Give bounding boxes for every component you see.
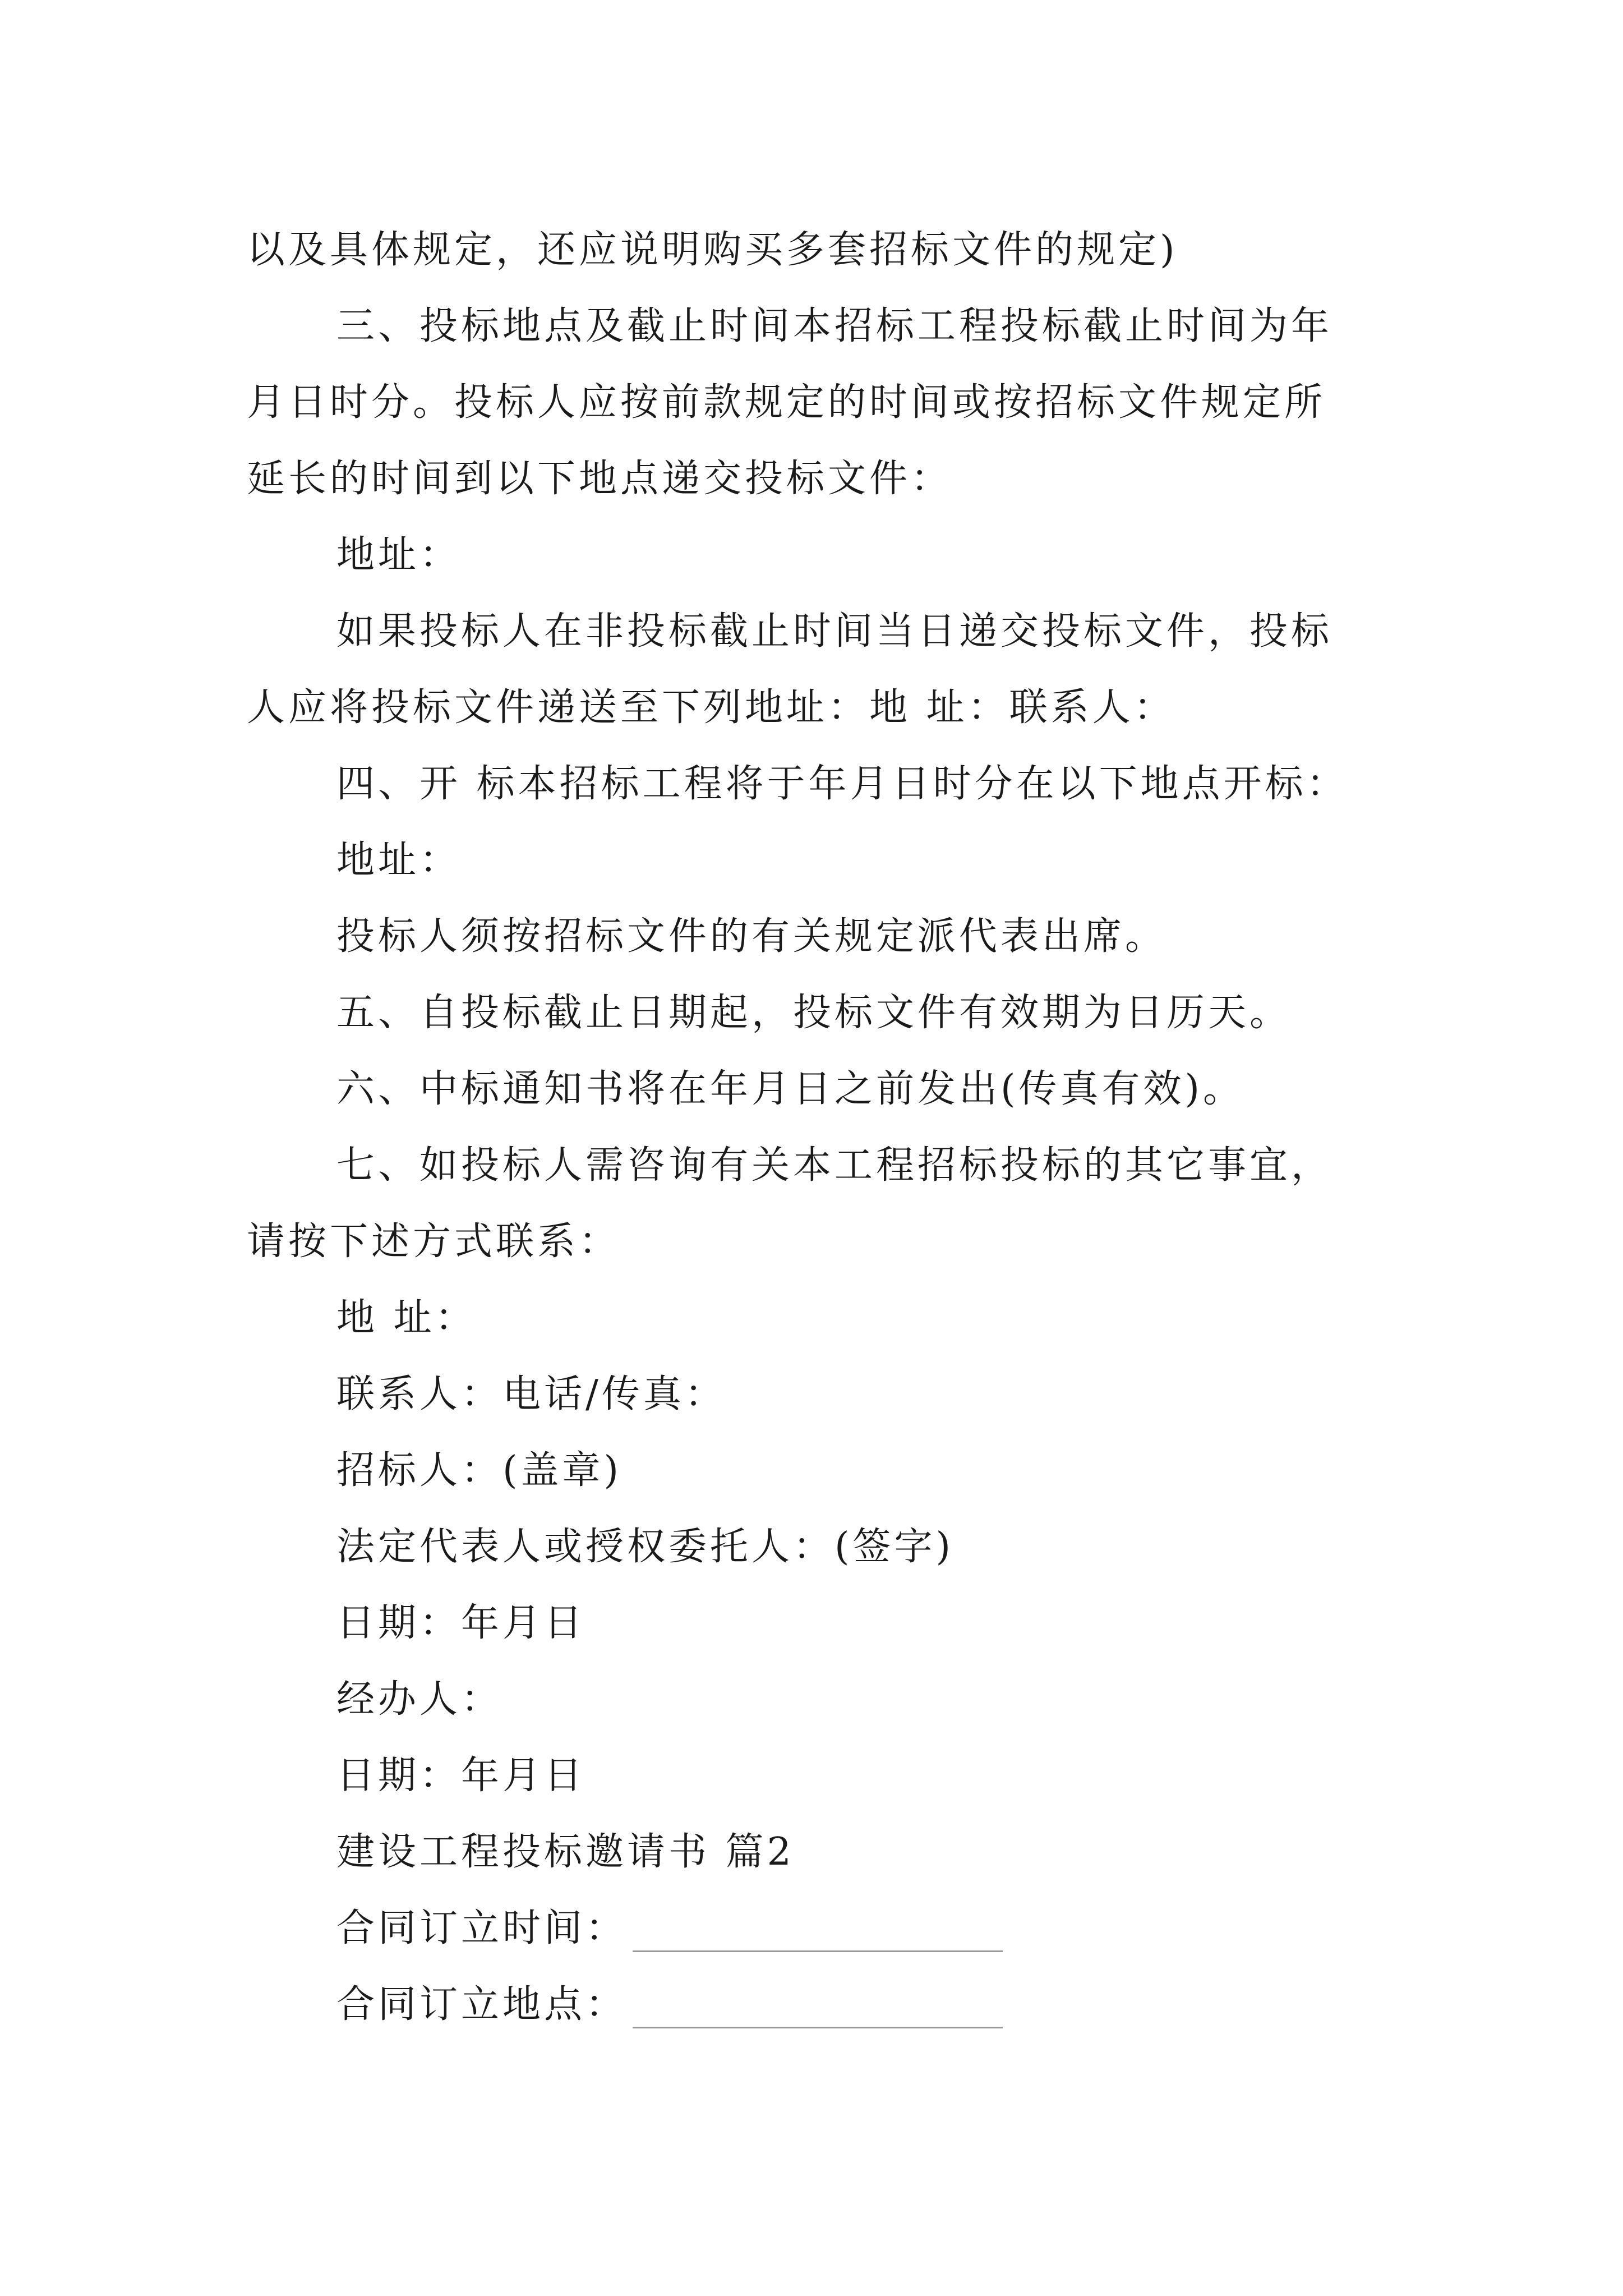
paragraph-line: 六、中标通知书将在年月日之前发出(传真有效)。	[336, 1067, 1245, 1111]
contract-place-blank	[633, 2026, 1003, 2028]
paragraph-line: 投标人须按招标文件的有关规定派代表出席。	[336, 914, 1167, 959]
paragraph-line: 法定代表人或授权委托人：(签字)	[336, 1525, 955, 1569]
paragraph-line: 日期：年月日	[336, 1754, 586, 1798]
paragraph-line: 联系人：电话/传真：	[336, 1372, 726, 1416]
paragraph-line: 人应将投标文件递送至下列地址：地 址：联系人：	[247, 685, 1175, 730]
paragraph-line: 三、投标地点及截止时间本招标工程投标截止时间为年	[336, 304, 1333, 348]
paragraph-line: 如果投标人在非投标截止时间当日递交投标文件，投标	[336, 609, 1333, 654]
section-heading: 建设工程投标邀请书 篇2	[336, 1830, 795, 1874]
contract-place-row	[247, 1967, 1396, 2043]
contract-time-label: 合同订立时间：	[336, 1906, 628, 1950]
paragraph-line: 四、开 标本招标工程将于年月日时分在以下地点开标：	[336, 762, 1348, 806]
contract-place-label: 合同订立地点：	[336, 1982, 628, 2027]
paragraph-line: 延长的时间到以下地点递交投标文件：	[247, 457, 953, 501]
paragraph-line: 经办人：	[336, 1677, 503, 1722]
paragraph-line: 请按下述方式联系：	[247, 1220, 621, 1264]
paragraph-line: 七、如投标人需咨询有关本工程招标投标的其它事宜，	[336, 1143, 1333, 1188]
paragraph-line: 招标人：(盖章)	[336, 1448, 623, 1493]
paragraph-line: 地址：	[336, 838, 462, 882]
paragraph-line: 月日时分。投标人应按前款规定的时间或按招标文件规定所	[247, 380, 1326, 425]
paragraph-line: 日期：年月日	[336, 1601, 586, 1645]
document-body	[247, 212, 1396, 2043]
paragraph-line: 以及具体规定，还应说明购买多套招标文件的规定)	[247, 228, 1178, 272]
contract-time-blank	[633, 1949, 1003, 1952]
paragraph-line: 地 址：	[336, 1296, 477, 1340]
paragraph-line: 地址：	[336, 533, 462, 577]
contract-time-row	[247, 1890, 1396, 1967]
paragraph-line: 五、自投标截止日期起，投标文件有效期为日历天。	[336, 991, 1292, 1035]
